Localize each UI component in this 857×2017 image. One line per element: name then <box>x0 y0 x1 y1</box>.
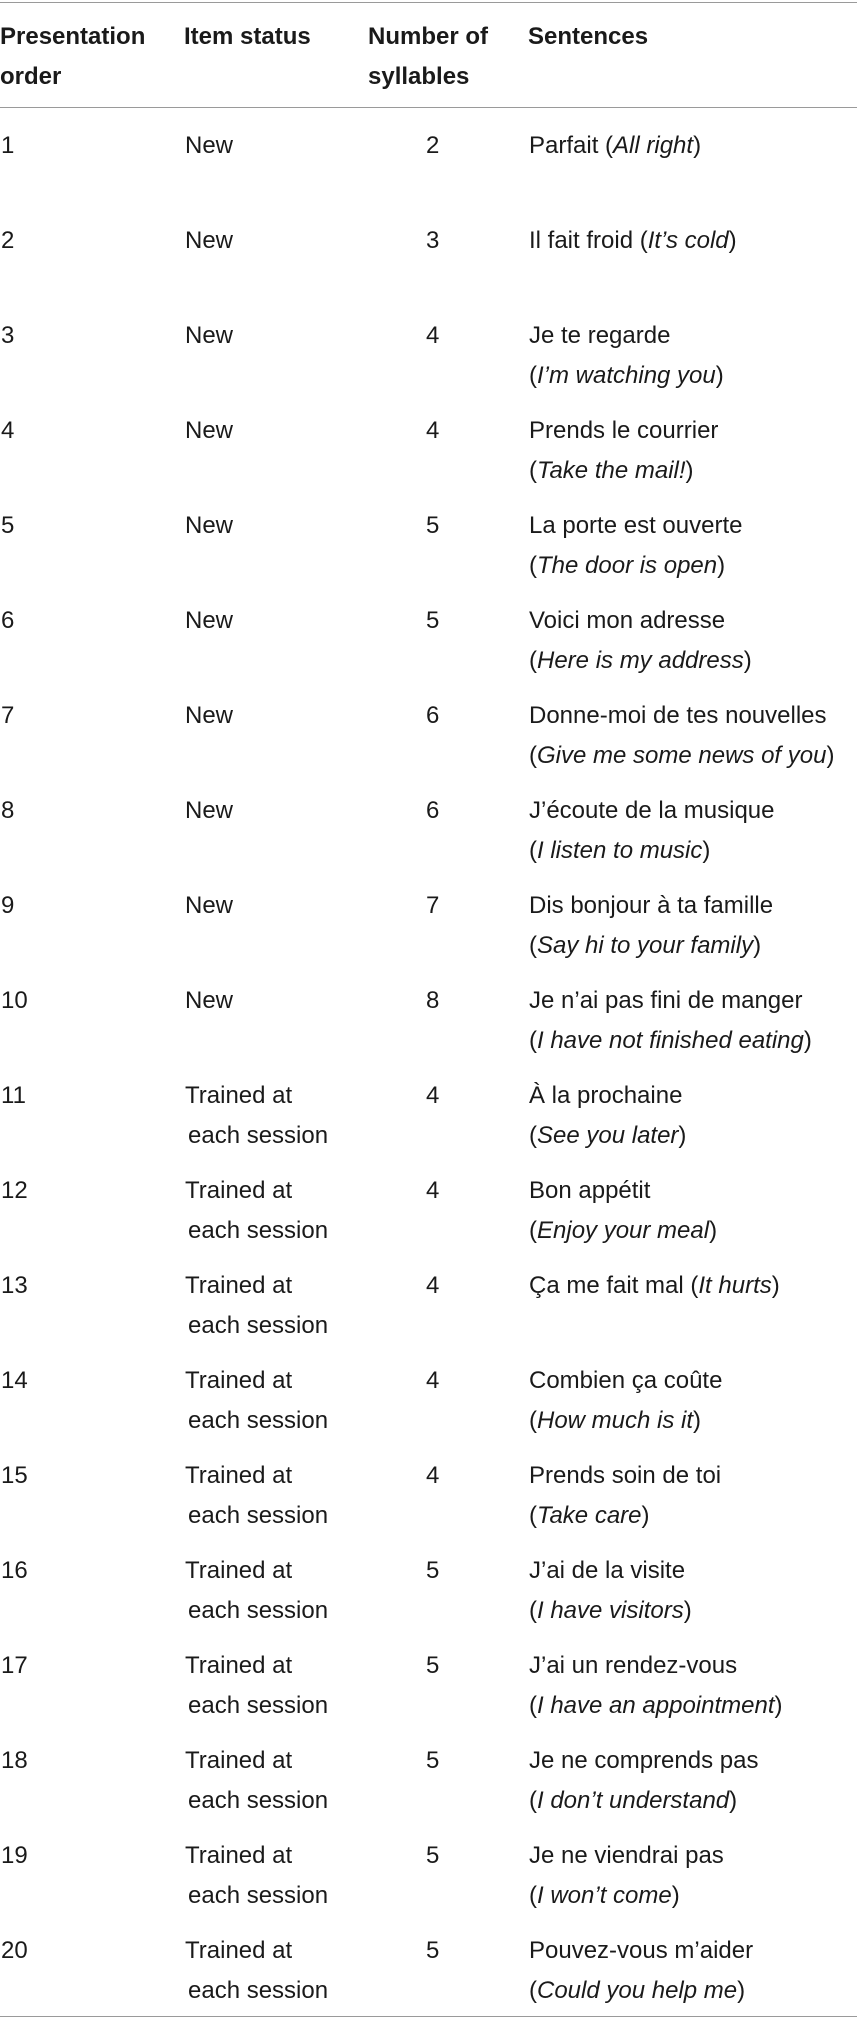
sentence-french: Ça me fait mal <box>529 1272 684 1299</box>
cell-item-status <box>185 1931 369 2016</box>
cell-item-status <box>185 1266 369 1351</box>
cell-sentence <box>529 601 857 686</box>
sentence-english: How much is it <box>537 1407 694 1434</box>
cell-item-status <box>185 696 369 781</box>
cell-number-of-syllables: 5 <box>426 1557 440 1584</box>
sentence-english: See you later <box>537 1122 679 1149</box>
cell-sentence <box>529 1266 857 1351</box>
sentence-english: I have visitors <box>537 1597 684 1624</box>
header-syllables-line-1: Number of <box>368 23 488 50</box>
cell-sentence <box>529 886 857 971</box>
table-row <box>0 1731 857 1826</box>
table-row <box>0 876 857 971</box>
status-line-2: each session <box>188 1217 329 1244</box>
sentence-english: Take care <box>537 1502 642 1529</box>
sentence-table <box>0 2 857 2017</box>
cell-number-of-syllables: 3 <box>426 227 440 254</box>
cell-item-status <box>185 981 369 1066</box>
sentence-line-2: (I have not finished eating) <box>529 1027 812 1054</box>
sentence-french: À la prochaine <box>529 1082 683 1109</box>
sentence-english: Take the mail! <box>537 457 686 484</box>
cell-sentence <box>529 1646 857 1731</box>
cell-sentence <box>529 791 857 876</box>
cell-presentation-order: 7 <box>1 702 15 729</box>
status-line-2: each session <box>188 1597 329 1624</box>
sentence-french: Dis bonjour à ta famille <box>529 892 774 919</box>
cell-item-status <box>185 1551 369 1636</box>
table-row <box>0 306 857 401</box>
cell-number-of-syllables: 5 <box>426 1747 440 1774</box>
cell-number-of-syllables: 4 <box>426 1462 440 1489</box>
sentence-english: Here is my address <box>537 647 744 674</box>
status-line-1: Trained at <box>185 1557 293 1584</box>
status-line-1: New <box>185 797 234 824</box>
cell-item-status <box>185 886 369 971</box>
cell-number-of-syllables: 4 <box>426 322 440 349</box>
cell-sentence <box>529 696 857 781</box>
cell-sentence <box>529 1836 857 1921</box>
sentence-line-1 <box>529 1931 857 1971</box>
sentence-line-2: (Say hi to your family) <box>529 932 762 959</box>
sentence-line-1: Parfait (All right) <box>529 132 702 159</box>
sentence-line-2: (Take care) <box>529 1502 650 1529</box>
table-row <box>0 1541 857 1636</box>
header-order-line-2: order <box>0 63 62 90</box>
cell-item-status <box>185 1741 369 1826</box>
status-line-1: Trained at <box>185 1082 293 1109</box>
sentence-french: Pouvez-vous m’aider <box>529 1937 754 1964</box>
cell-number-of-syllables: 5 <box>426 607 440 634</box>
sentence-line-2: (See you later) <box>529 1122 687 1149</box>
sentence-french: Bon appétit <box>529 1177 651 1204</box>
sentence-line-1 <box>529 1836 857 1876</box>
cell-number-of-syllables: 2 <box>426 132 440 159</box>
header-presentation-order <box>0 17 184 107</box>
sentence-line-2: (Give me some news of you) <box>529 742 835 769</box>
sentence-french: Prends soin de toi <box>529 1462 722 1489</box>
cell-item-status <box>185 126 369 211</box>
table-row <box>0 401 857 496</box>
cell-number-of-syllables: 5 <box>426 1937 440 1964</box>
cell-sentence <box>529 981 857 1066</box>
sentence-english: Say hi to your family <box>537 932 754 959</box>
cell-number-of-syllables: 6 <box>426 797 440 824</box>
cell-number-of-syllables: 4 <box>426 1367 440 1394</box>
status-line-1: Trained at <box>185 1842 293 1869</box>
sentence-line-2: (I’m watching you) <box>529 362 724 389</box>
cell-item-status <box>185 1456 369 1541</box>
status-line-2: each session <box>188 1692 329 1719</box>
table-row <box>0 496 857 591</box>
sentence-line-1 <box>529 1551 857 1591</box>
cell-presentation-order: 20 <box>1 1937 28 1964</box>
sentence-english: It hurts <box>698 1272 772 1299</box>
status-line-1: New <box>185 702 234 729</box>
sentence-line-1 <box>529 696 857 736</box>
sentence-line-1 <box>529 1456 857 1496</box>
table-row <box>0 781 857 876</box>
sentence-french: La porte est ouverte <box>529 512 743 539</box>
cell-sentence <box>529 411 857 496</box>
cell-item-status <box>185 1076 369 1161</box>
sentence-line-1 <box>529 601 857 641</box>
cell-item-status <box>185 506 369 591</box>
sentence-line-1 <box>529 886 857 926</box>
sentence-french: Voici mon adresse <box>529 607 726 634</box>
sentence-line-1 <box>529 791 857 831</box>
status-line-1: Trained at <box>185 1462 293 1489</box>
cell-sentence <box>529 316 857 401</box>
cell-item-status <box>185 1171 369 1256</box>
table-row <box>0 211 857 306</box>
cell-presentation-order: 15 <box>1 1462 28 1489</box>
cell-number-of-syllables: 5 <box>426 1842 440 1869</box>
cell-presentation-order: 19 <box>1 1842 28 1869</box>
sentence-line-2: (Enjoy your meal) <box>529 1217 718 1244</box>
cell-presentation-order: 2 <box>1 227 15 254</box>
sentence-english: I have not finished eating <box>537 1027 804 1054</box>
status-line-2: each session <box>188 1407 329 1434</box>
header-sentences-line: Sentences <box>528 23 649 50</box>
status-line-1: Trained at <box>185 1937 293 1964</box>
sentence-line-1: Il fait froid (It’s cold) <box>529 227 737 254</box>
header-number-of-syllables <box>368 17 528 107</box>
cell-presentation-order: 13 <box>1 1272 28 1299</box>
sentence-line-1 <box>529 1741 857 1781</box>
sentence-french: J’ai un rendez-vous <box>529 1652 738 1679</box>
cell-item-status <box>185 601 369 686</box>
cell-number-of-syllables: 8 <box>426 987 440 1014</box>
sentence-line-1 <box>529 1361 857 1401</box>
table-row <box>0 1351 857 1446</box>
sentence-line-1 <box>529 1646 857 1686</box>
cell-sentence <box>529 1456 857 1541</box>
sentence-french: J’écoute de la musique <box>529 797 775 824</box>
sentence-line-2: (Here is my address) <box>529 647 752 674</box>
sentence-french: Prends le courrier <box>529 417 719 444</box>
sentence-english: It’s cold <box>647 227 729 254</box>
cell-number-of-syllables: 7 <box>426 892 440 919</box>
sentence-french: Je ne viendrai pas <box>529 1842 724 1869</box>
cell-presentation-order: 8 <box>1 797 15 824</box>
cell-item-status <box>185 1361 369 1446</box>
table-body <box>0 116 857 2016</box>
sentence-english: Enjoy your meal <box>537 1217 710 1244</box>
cell-sentence <box>529 221 857 306</box>
cell-item-status <box>185 1836 369 1921</box>
cell-sentence <box>529 1741 857 1826</box>
table-row <box>0 1256 857 1351</box>
cell-item-status <box>185 1646 369 1731</box>
sentence-line-1 <box>529 506 857 546</box>
sentence-line-1 <box>529 316 857 356</box>
sentence-french: J’ai de la visite <box>529 1557 686 1584</box>
cell-presentation-order: 14 <box>1 1367 28 1394</box>
sentence-line-1 <box>529 411 857 451</box>
status-line-1: Trained at <box>185 1272 293 1299</box>
cell-presentation-order: 10 <box>1 987 28 1014</box>
header-item-status <box>184 17 368 107</box>
cell-item-status <box>185 221 369 306</box>
cell-presentation-order: 12 <box>1 1177 28 1204</box>
sentence-line-2: (I listen to music) <box>529 837 711 864</box>
header-order-line-1: Presentation <box>0 23 146 50</box>
status-line-1: Trained at <box>185 1652 293 1679</box>
cell-presentation-order: 18 <box>1 1747 28 1774</box>
sentence-french: Je ne comprends pas <box>529 1747 759 1774</box>
status-line-1: Trained at <box>185 1747 293 1774</box>
cell-presentation-order: 16 <box>1 1557 28 1584</box>
cell-item-status <box>185 316 369 401</box>
sentence-english: I’m watching you <box>537 362 716 389</box>
table-row <box>0 591 857 686</box>
cell-presentation-order: 9 <box>1 892 15 919</box>
cell-number-of-syllables: 4 <box>426 417 440 444</box>
sentence-line-1 <box>529 1171 857 1211</box>
cell-sentence <box>529 1076 857 1161</box>
cell-presentation-order: 5 <box>1 512 15 539</box>
table-row <box>0 1446 857 1541</box>
cell-number-of-syllables: 4 <box>426 1177 440 1204</box>
header-status-line: Item status <box>184 23 311 50</box>
status-line-1: Trained at <box>185 1177 293 1204</box>
sentence-line-2: (Take the mail!) <box>529 457 694 484</box>
table-row <box>0 1826 857 1921</box>
sentence-french: Je te regarde <box>529 322 671 349</box>
sentence-line-2: (I won’t come) <box>529 1882 680 1909</box>
cell-presentation-order: 17 <box>1 1652 28 1679</box>
table-row <box>0 1921 857 2016</box>
sentence-french: Combien ça coûte <box>529 1367 723 1394</box>
status-line-2: each session <box>188 1882 329 1909</box>
table-row <box>0 116 857 211</box>
header-syllables-line-2: syllables <box>368 63 470 90</box>
cell-sentence <box>529 1931 857 2016</box>
cell-sentence <box>529 126 857 211</box>
status-line-2: each session <box>188 1502 329 1529</box>
status-line-2: each session <box>188 1122 329 1149</box>
sentence-english: Could you help me <box>537 1977 738 2004</box>
table-row <box>0 686 857 781</box>
cell-item-status <box>185 411 369 496</box>
status-line-1: New <box>185 892 234 919</box>
table-header <box>0 3 857 108</box>
sentence-french: Je n’ai pas fini de manger <box>529 987 803 1014</box>
status-line-1: New <box>185 987 234 1014</box>
status-line-1: New <box>185 417 234 444</box>
cell-sentence <box>529 1361 857 1446</box>
sentence-line-1 <box>529 981 857 1021</box>
status-line-1: New <box>185 512 234 539</box>
status-line-1: New <box>185 322 234 349</box>
sentence-english: I won’t come <box>537 1882 672 1909</box>
cell-number-of-syllables: 6 <box>426 702 440 729</box>
sentence-english: I have an appointment <box>537 1692 775 1719</box>
cell-sentence <box>529 506 857 591</box>
sentence-english: I don’t understand <box>537 1787 730 1814</box>
header-sentences <box>528 17 857 107</box>
cell-presentation-order: 4 <box>1 417 15 444</box>
sentence-english: I listen to music <box>537 837 703 864</box>
status-line-1: Trained at <box>185 1367 293 1394</box>
sentence-line-2: (The door is open) <box>529 552 726 579</box>
sentence-french: Donne-moi de tes nouvelles <box>529 702 827 729</box>
cell-item-status <box>185 791 369 876</box>
sentence-french: Il fait froid <box>529 227 634 254</box>
cell-sentence <box>529 1171 857 1256</box>
sentence-line-2: (Could you help me) <box>529 1977 746 2004</box>
table-row <box>0 1066 857 1161</box>
sentence-line-2: (I don’t understand) <box>529 1787 738 1814</box>
status-line-2: each session <box>188 1787 329 1814</box>
sentence-line-1 <box>529 1076 857 1116</box>
cell-presentation-order: 3 <box>1 322 15 349</box>
sentence-english: All right <box>613 132 694 159</box>
table-row <box>0 1161 857 1256</box>
status-line-1: New <box>185 227 234 254</box>
sentence-line-1: Ça me fait mal (It hurts) <box>529 1272 780 1299</box>
table-row <box>0 971 857 1066</box>
status-line-2: each session <box>188 1977 329 2004</box>
sentence-line-2: (I have an appointment) <box>529 1692 783 1719</box>
status-line-1: New <box>185 607 234 634</box>
sentence-line-2: (I have visitors) <box>529 1597 692 1624</box>
sentence-french: Parfait <box>529 132 599 159</box>
sentence-line-2: (How much is it) <box>529 1407 702 1434</box>
cell-number-of-syllables: 4 <box>426 1272 440 1299</box>
cell-number-of-syllables: 5 <box>426 512 440 539</box>
cell-presentation-order: 1 <box>1 132 15 159</box>
sentence-english: Give me some news of you <box>537 742 827 769</box>
cell-number-of-syllables: 4 <box>426 1082 440 1109</box>
cell-presentation-order: 6 <box>1 607 15 634</box>
table-row <box>0 1636 857 1731</box>
cell-presentation-order: 11 <box>1 1082 26 1109</box>
status-line-2: each session <box>188 1312 329 1339</box>
cell-sentence <box>529 1551 857 1636</box>
sentence-english: The door is open <box>537 552 718 579</box>
status-line-1: New <box>185 132 234 159</box>
cell-number-of-syllables: 5 <box>426 1652 440 1679</box>
